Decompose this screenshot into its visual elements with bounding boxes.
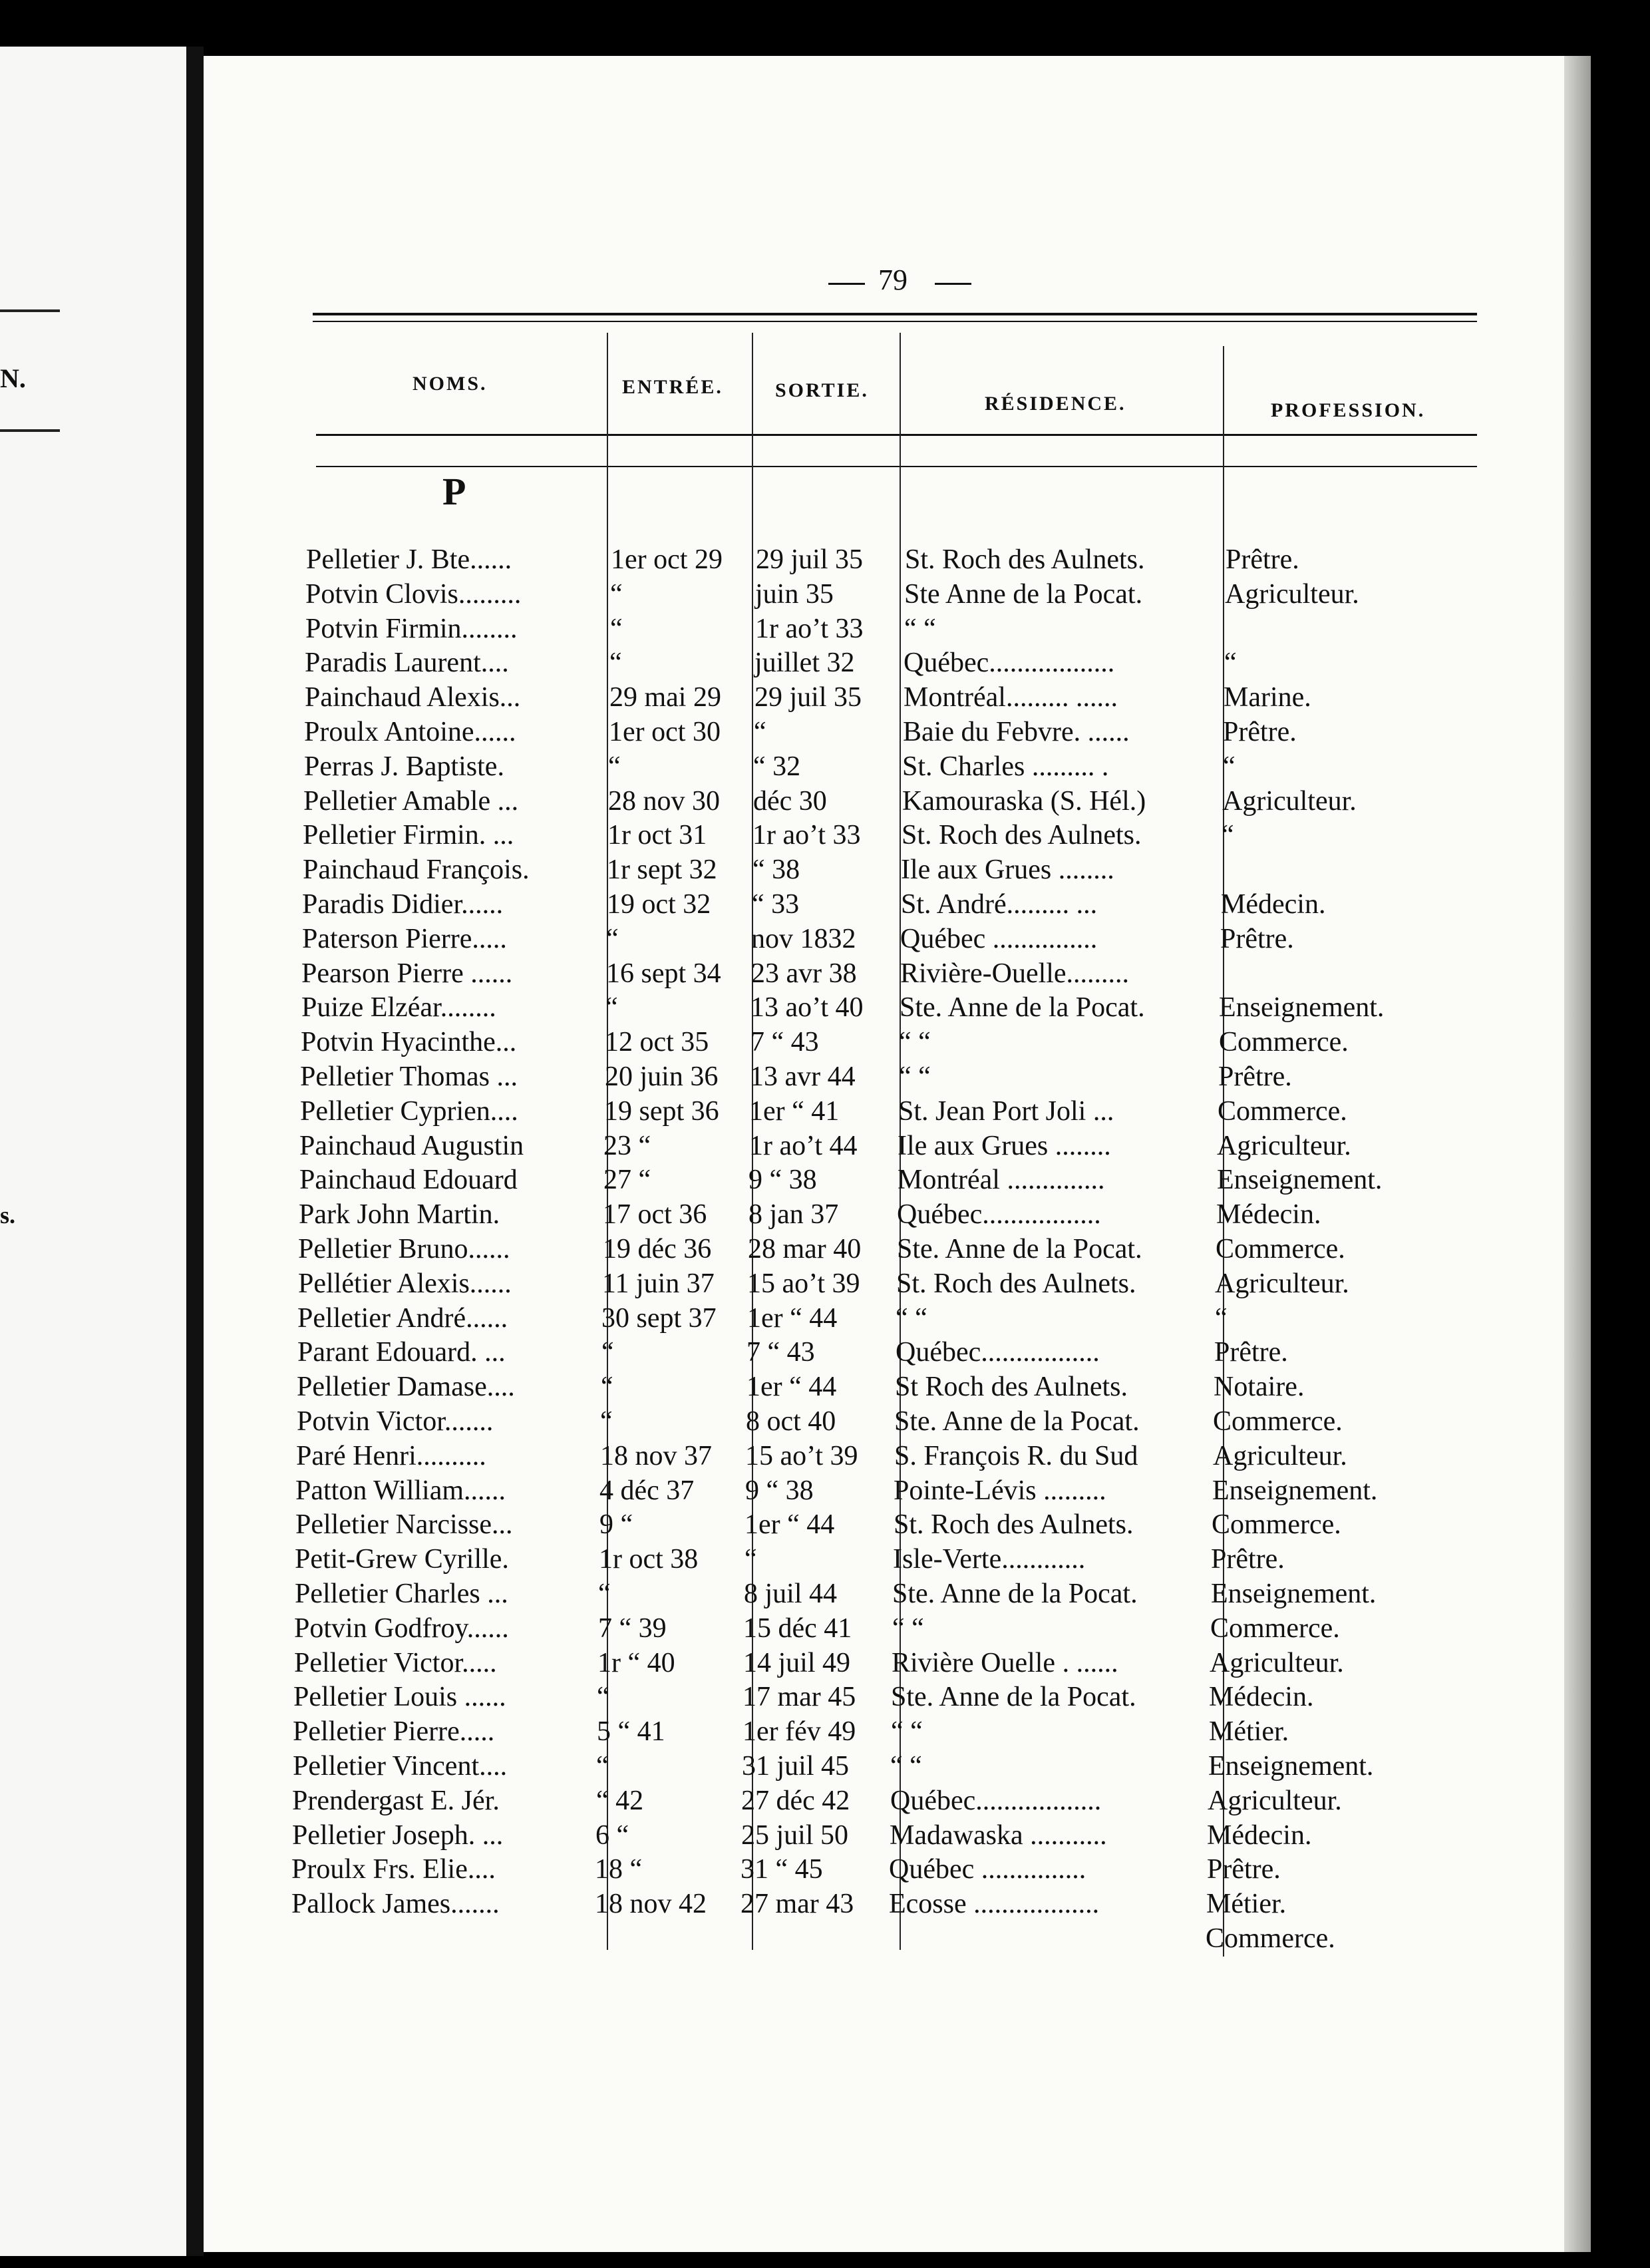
header-top-rule	[313, 313, 1477, 315]
cell-residence: St. André......... ...	[901, 889, 1098, 920]
cell-nom: Pelletier Damase....	[297, 1372, 515, 1403]
cell-profession: Notaire.	[1214, 1372, 1305, 1403]
cell-profession: Commerce.	[1218, 1095, 1347, 1127]
cell-profession: Prêtre.	[1218, 1061, 1292, 1092]
cell-profession: Prêtre.	[1214, 1337, 1288, 1368]
cell-residence: Ile aux Grues ........	[901, 854, 1114, 886]
cell-sortie: 27 déc 42	[741, 1785, 850, 1816]
cell-nom: Painchaud François.	[303, 854, 530, 886]
cell-sortie: 8 juil 44	[744, 1579, 838, 1609]
cell-entree: 18 “	[595, 1854, 643, 1885]
cell-residence: Québec ...............	[889, 1854, 1086, 1885]
cell-sortie: 7 “ 43	[746, 1337, 815, 1368]
cell-entree: 27 “	[603, 1165, 651, 1196]
table-row	[0, 1266, 1650, 1301]
table-row	[0, 577, 1650, 612]
cell-sortie: 1er “ 44	[744, 1509, 835, 1541]
cell-nom: Pelletier Louis ......	[293, 1682, 506, 1713]
cell-entree: 20 juin 36	[605, 1061, 719, 1092]
cell-residence: St. Roch des Aulnets.	[902, 820, 1142, 851]
cell-sortie: juillet 32	[754, 648, 855, 679]
table-row	[0, 1301, 1650, 1336]
cell-nom: Painchaud Alexis...	[305, 682, 521, 713]
table-row	[0, 1439, 1650, 1473]
cell-profession: Médecin.	[1221, 889, 1326, 920]
cell-residence: Québec..................	[904, 648, 1115, 679]
cell-profession: Agriculteur.	[1215, 1268, 1349, 1299]
cell-entree: 1r sept 32	[607, 854, 717, 886]
cell-profession: Enseignement.	[1211, 1579, 1377, 1609]
cell-nom: Park John Martin.	[299, 1199, 500, 1230]
cell-nom: Paré Henri..........	[296, 1440, 486, 1471]
cell-entree: “	[608, 751, 621, 782]
cell-profession: Enseignement.	[1217, 1165, 1383, 1196]
cell-profession: Médecin.	[1216, 1199, 1321, 1230]
table-row	[0, 1818, 1650, 1853]
cell-sortie: “	[754, 717, 766, 747]
cell-entree: 18 nov 37	[600, 1440, 712, 1471]
cell-residence: St. Jean Port Joli ...	[898, 1095, 1114, 1127]
header-top-rule-thin	[313, 321, 1477, 322]
header-residence: RÉSIDENCE.	[985, 393, 1126, 415]
cell-profession: Commerce.	[1213, 1406, 1343, 1437]
cell-entree: “ 42	[596, 1785, 644, 1816]
cell-profession: Commerce.	[1210, 1612, 1340, 1644]
cell-entree: “	[596, 1751, 609, 1782]
cell-sortie: “ 38	[752, 854, 800, 886]
cell-sortie: juin 35	[755, 578, 834, 610]
table-row	[0, 1507, 1650, 1542]
table-row	[0, 1335, 1650, 1370]
table-row	[0, 1059, 1650, 1094]
cell-nom: Pearson Pierre ......	[301, 958, 513, 989]
cell-entree: 18 nov 42	[595, 1889, 707, 1920]
cell-sortie: 1er fév 49	[742, 1716, 856, 1748]
cell-profession: “	[1222, 820, 1234, 851]
cell-entree: “	[605, 992, 618, 1024]
cell-profession: “	[1224, 648, 1237, 679]
cell-residence: Isle-Verte............	[893, 1544, 1086, 1575]
cell-residence: Québec.................	[897, 1199, 1101, 1230]
cell-nom: Pelletier J. Bte......	[306, 544, 512, 575]
header-noms: NOMS.	[412, 373, 488, 395]
cell-entree: “	[597, 1682, 609, 1713]
cell-profession: Commerce.	[1212, 1509, 1341, 1541]
cell-nom: Prendergast E. Jér.	[292, 1785, 500, 1816]
cell-residence: Ste Anne de la Pocat.	[904, 578, 1143, 610]
cell-residence: Ste. Anne de la Pocat.	[892, 1579, 1138, 1609]
cell-residence: “ “	[899, 1061, 931, 1092]
cell-nom: Pelletier André......	[297, 1302, 508, 1334]
cell-entree: “	[609, 648, 622, 679]
cell-entree: 7 “ 39	[598, 1612, 667, 1644]
table-row	[0, 612, 1650, 646]
table-row	[0, 887, 1650, 922]
cell-profession: Commerce.	[1219, 1027, 1349, 1058]
cell-entree: 1er oct 30	[609, 717, 721, 747]
cell-sortie: 1er “ 41	[749, 1095, 840, 1127]
cell-sortie: 9 “ 38	[745, 1475, 814, 1506]
table-row	[0, 1025, 1650, 1059]
cell-profession: Agriculteur.	[1222, 785, 1357, 817]
cell-sortie: 17 mar 45	[742, 1682, 856, 1713]
cell-entree: “	[606, 923, 619, 954]
cell-entree: “	[601, 1337, 614, 1368]
page-number-dash-right	[935, 283, 971, 285]
table-row	[0, 1163, 1650, 1197]
cell-entree: 30 sept 37	[601, 1302, 717, 1334]
cell-nom: Pelletier Charles ...	[295, 1579, 508, 1609]
left-page-rule	[0, 309, 60, 312]
cell-residence: St. Roch des Aulnets.	[894, 1509, 1134, 1541]
cell-residence: Ste. Anne de la Pocat.	[894, 1406, 1140, 1437]
cell-nom: Potvin Clovis.........	[305, 578, 522, 610]
cell-profession: Enseignement.	[1208, 1751, 1374, 1782]
table-row	[0, 646, 1650, 680]
cell-entree: 1er oct 29	[611, 544, 723, 575]
table-row	[0, 990, 1650, 1025]
table-row	[0, 1714, 1650, 1749]
cell-entree: 19 sept 36	[604, 1095, 719, 1127]
cell-residence: Ecosse ..................	[889, 1889, 1100, 1920]
cell-profession: Médecin.	[1209, 1682, 1314, 1713]
cell-nom: Painchaud Augustin	[299, 1130, 524, 1161]
cell-profession: Enseignement.	[1219, 992, 1385, 1024]
table-row	[0, 784, 1650, 819]
cell-sortie: 1r ao’t 33	[752, 820, 861, 851]
cell-sortie: 9 “ 38	[748, 1165, 817, 1196]
cell-entree: 4 déc 37	[599, 1475, 695, 1506]
page-number-dash-left	[828, 283, 865, 285]
cell-nom: Pelletier Bruno......	[298, 1234, 510, 1264]
cell-profession: “	[1215, 1302, 1228, 1334]
cell-nom: Pallock James.......	[291, 1889, 500, 1920]
cell-nom: Pelletier Firmin. ...	[303, 820, 514, 851]
cell-nom: Paradis Didier......	[302, 889, 504, 920]
table-row	[0, 1921, 1650, 1956]
cell-sortie: 14 juil 49	[743, 1647, 851, 1678]
table-row	[0, 1887, 1650, 1921]
cell-residence: Ste. Anne de la Pocat.	[897, 1234, 1142, 1264]
cell-residence: Ile aux Grues ........	[898, 1130, 1111, 1161]
cell-residence: Montréal ..............	[898, 1165, 1105, 1196]
cell-nom: Puize Elzéar........	[301, 992, 496, 1024]
cell-nom: Pelletier Amable ...	[303, 785, 519, 817]
header-entree: ENTRÉE.	[622, 376, 723, 398]
cell-entree: 5 “ 41	[597, 1716, 665, 1748]
cell-sortie: 1er “ 44	[747, 1302, 838, 1334]
cell-residence: “ “	[896, 1302, 927, 1334]
cell-residence: St. Roch des Aulnets.	[896, 1268, 1136, 1299]
cell-nom: Potvin Hyacinthe...	[301, 1027, 517, 1058]
cell-nom: Proulx Antoine......	[304, 717, 516, 747]
cell-residence: Baie du Febvre. ......	[903, 717, 1130, 747]
cell-residence: Québec ...............	[900, 923, 1098, 954]
cell-residence: St. Charles ......... .	[902, 751, 1109, 782]
cell-sortie: 13 avr 44	[750, 1061, 856, 1092]
cell-sortie: 31 “ 45	[741, 1854, 823, 1885]
cell-nom: Potvin Godfroy......	[294, 1612, 509, 1644]
cell-profession: Commerce.	[1206, 1923, 1335, 1954]
cell-residence: “ “	[890, 1751, 922, 1782]
cell-entree: 1r oct 38	[599, 1544, 699, 1575]
cell-residence: Kamouraska (S. Hél.)	[902, 785, 1146, 817]
section-letter: P	[442, 470, 466, 513]
table-row	[0, 1749, 1650, 1784]
table-row	[0, 1197, 1650, 1232]
cell-nom: Patton William......	[295, 1475, 506, 1506]
cell-sortie: “ 32	[753, 751, 801, 782]
cell-entree: 19 oct 32	[607, 889, 711, 920]
table-row	[0, 1232, 1650, 1266]
cell-sortie: 25 juil 50	[741, 1819, 849, 1851]
cell-nom: Pelletier Victor.....	[294, 1647, 497, 1678]
cell-sortie: 8 oct 40	[746, 1406, 836, 1437]
header-bottom-rule	[316, 434, 1477, 436]
table-row	[0, 1852, 1650, 1887]
table-row	[0, 1473, 1650, 1508]
cell-profession: Agriculteur.	[1208, 1785, 1342, 1816]
cell-entree: 23 “	[603, 1130, 651, 1161]
cell-entree: 19 déc 36	[603, 1234, 712, 1264]
cell-entree: 16 sept 34	[606, 958, 721, 989]
cell-nom: Paterson Pierre.....	[302, 923, 507, 954]
cell-nom: Petit-Grew Cyrille.	[295, 1544, 509, 1575]
cell-residence: S. François R. du Sud	[894, 1440, 1138, 1471]
cell-profession: Prêtre.	[1223, 717, 1297, 747]
table-row	[0, 852, 1650, 887]
cell-sortie: 1r ao’t 44	[749, 1130, 858, 1161]
cell-nom: Pelletier Cyprien....	[300, 1095, 518, 1127]
cell-residence: “ “	[891, 1716, 923, 1748]
cell-residence: Pointe-Lévis .........	[894, 1475, 1106, 1506]
cell-entree: 1r “ 40	[597, 1647, 675, 1678]
table-row	[0, 1404, 1650, 1439]
cell-entree: “	[610, 578, 623, 610]
cell-residence: Ste. Anne de la Pocat.	[900, 992, 1145, 1024]
cell-nom: Paradis Laurent....	[305, 648, 509, 679]
table-row	[0, 1370, 1650, 1404]
cell-entree: 17 oct 36	[603, 1199, 707, 1230]
cell-entree: “	[610, 613, 623, 644]
cell-entree: 9 “	[599, 1509, 633, 1541]
cell-sortie: 15 ao’t 39	[747, 1268, 860, 1299]
cell-nom: Potvin Victor.......	[297, 1406, 494, 1437]
cell-profession: Agriculteur.	[1210, 1647, 1344, 1678]
header-sortie: SORTIE.	[775, 379, 869, 401]
left-page-side-fragment: s.	[0, 1202, 16, 1228]
cell-residence: Montréal......... ......	[904, 682, 1118, 713]
cell-residence: Rivière Ouelle . ......	[892, 1647, 1118, 1678]
cell-entree: “	[600, 1406, 613, 1437]
table-row	[0, 1646, 1650, 1680]
cell-entree: 6 “	[595, 1819, 629, 1851]
cell-residence: “ “	[904, 613, 936, 644]
cell-sortie: “ 33	[752, 889, 800, 920]
cell-profession: Commerce.	[1216, 1234, 1345, 1264]
cell-residence: Québec.................	[896, 1337, 1100, 1368]
table-row	[0, 542, 1650, 577]
cell-nom: Pelletier Joseph. ...	[292, 1819, 504, 1851]
cell-profession: Agriculteur.	[1225, 578, 1359, 610]
table-row	[0, 1577, 1650, 1611]
left-page-rule	[0, 429, 60, 432]
cell-profession: Prêtre.	[1207, 1854, 1281, 1885]
cell-nom: Perras J. Baptiste.	[304, 751, 504, 782]
cell-profession: Prêtre.	[1226, 544, 1299, 575]
header-profession: PROFESSION.	[1271, 399, 1426, 421]
cell-profession: Métier.	[1206, 1889, 1287, 1920]
cell-profession: Enseignement.	[1212, 1475, 1378, 1506]
section-rule	[316, 466, 1477, 467]
cell-sortie: 15 déc 41	[743, 1612, 852, 1644]
cell-profession: Médecin.	[1207, 1819, 1312, 1851]
cell-residence: Québec..................	[890, 1785, 1102, 1816]
cell-residence: “ “	[892, 1612, 924, 1644]
cell-nom: Parant Edouard. ...	[297, 1337, 506, 1368]
cell-residence: Madawaska ...........	[890, 1819, 1107, 1851]
table-row	[0, 1680, 1650, 1714]
cell-sortie: 15 ao’t 39	[745, 1440, 858, 1471]
cell-profession: Prêtre.	[1220, 923, 1294, 954]
table-row	[0, 956, 1650, 991]
cell-entree: “	[601, 1372, 613, 1403]
cell-entree: 29 mai 29	[609, 682, 721, 713]
cell-nom: Pelletier Vincent....	[293, 1751, 508, 1782]
cell-profession: Agriculteur.	[1213, 1440, 1347, 1471]
cell-sortie: 7 “ 43	[750, 1027, 819, 1058]
cell-residence: “ “	[899, 1027, 931, 1058]
cell-sortie: 23 avr 38	[751, 958, 857, 989]
page-number: 79	[878, 264, 908, 296]
cell-nom: Pelletier Thomas ...	[300, 1061, 518, 1092]
cell-sortie: “	[744, 1544, 757, 1575]
cell-sortie: nov 1832	[751, 923, 856, 954]
cell-sortie: 13 ao’t 40	[750, 992, 864, 1024]
cell-sortie: 29 juil 35	[756, 544, 864, 575]
left-page-header-fragment: N.	[0, 363, 26, 393]
cell-profession: Agriculteur.	[1217, 1130, 1351, 1161]
cell-residence: St Roch des Aulnets.	[895, 1372, 1128, 1403]
cell-entree: 11 juin 37	[602, 1268, 715, 1299]
cell-nom: Potvin Firmin........	[305, 613, 518, 644]
cell-entree: 1r oct 31	[607, 820, 707, 851]
cell-sortie: 1r ao’t 33	[755, 613, 864, 644]
table-row	[0, 1784, 1650, 1818]
cell-entree: 12 oct 35	[605, 1027, 709, 1058]
cell-profession: Métier.	[1209, 1716, 1289, 1748]
table-row	[0, 1094, 1650, 1129]
table-row	[0, 749, 1650, 784]
cell-nom: Pellétier Alexis......	[298, 1268, 512, 1299]
cell-residence: St. Roch des Aulnets.	[905, 544, 1145, 575]
cell-entree: 28 nov 30	[608, 785, 720, 817]
cell-sortie: déc 30	[753, 785, 827, 817]
cell-sortie: 29 juil 35	[754, 682, 862, 713]
cell-sortie: 28 mar 40	[748, 1234, 862, 1264]
table-row	[0, 715, 1650, 749]
cell-sortie: 1er “ 44	[746, 1372, 837, 1403]
table-row	[0, 1611, 1650, 1646]
cell-residence: Rivière-Ouelle.........	[900, 958, 1130, 989]
cell-nom: Proulx Frs. Elie....	[291, 1854, 496, 1885]
cell-profession: Marine.	[1224, 682, 1311, 713]
cell-nom: Pelletier Pierre.....	[293, 1716, 495, 1748]
cell-nom: Pelletier Narcisse...	[295, 1509, 513, 1541]
cell-sortie: 8 jan 37	[748, 1199, 839, 1230]
cell-sortie: 27 mar 43	[741, 1889, 854, 1920]
cell-entree: “	[598, 1579, 611, 1609]
table-row	[0, 922, 1650, 956]
table-row	[0, 818, 1650, 852]
table-row	[0, 680, 1650, 715]
cell-nom: Painchaud Edouard	[299, 1165, 518, 1196]
cell-profession: “	[1223, 751, 1236, 782]
cell-sortie: 31 juil 45	[742, 1751, 850, 1782]
table-row	[0, 1129, 1650, 1163]
cell-profession: Prêtre.	[1211, 1544, 1285, 1575]
table-row	[0, 1542, 1650, 1577]
cell-residence: Ste. Anne de la Pocat.	[891, 1682, 1136, 1713]
